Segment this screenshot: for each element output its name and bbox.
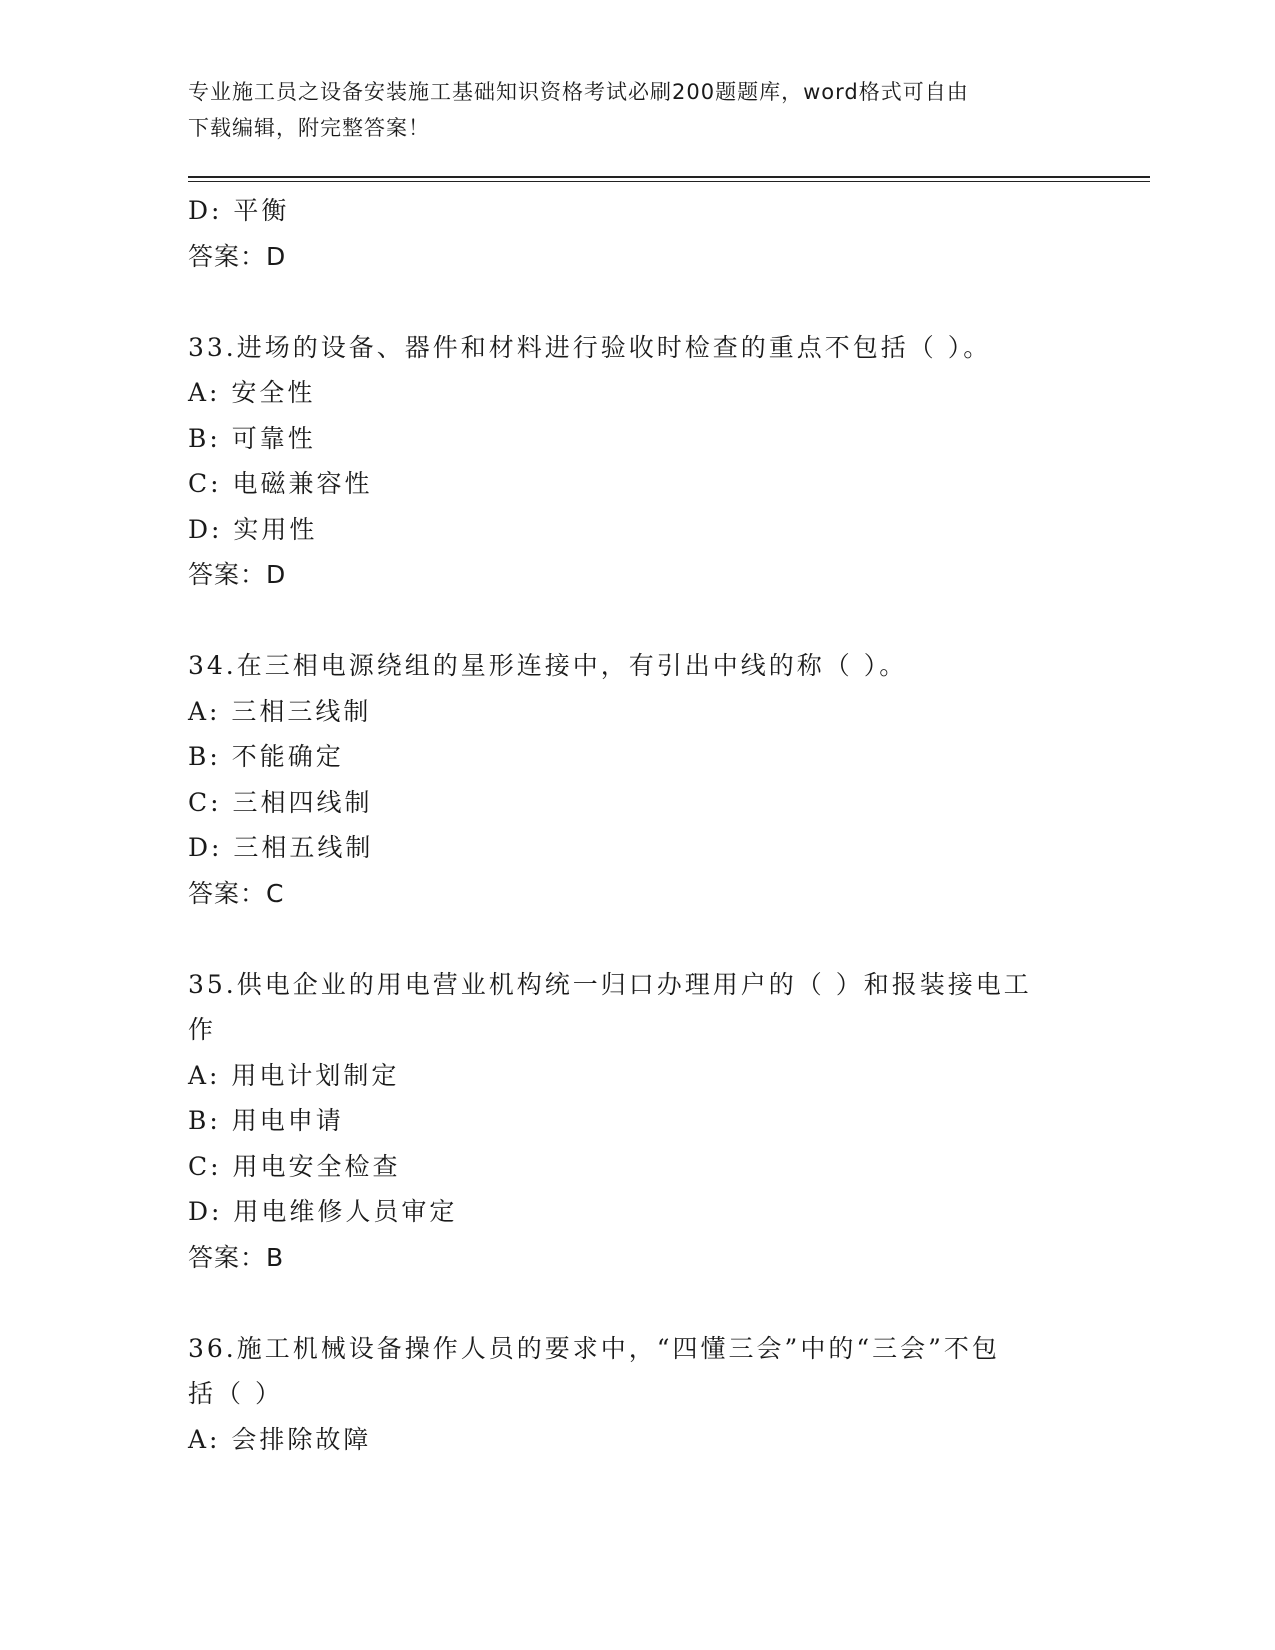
option-c: C: 三相四线制 [188, 787, 373, 817]
option-a: A: 会排除故障 [188, 1424, 372, 1454]
header-line-1: 专业施工员之设备安装施工基础知识资格考试必刷200题题库，word格式可自由 [188, 80, 969, 104]
option-d-prev: D: 平衡 [188, 196, 290, 225]
option-b: B: 不能确定 [188, 742, 344, 771]
question-stem-line-2: 括（ ） [188, 1379, 283, 1408]
answer: 答案：C [188, 878, 285, 908]
option-d: D: 三相五线制 [188, 833, 374, 862]
option-d: D: 用电维修人员审定 [188, 1197, 458, 1226]
spacer [188, 279, 1088, 325]
option-d: D: 实用性 [188, 514, 318, 544]
question-36 [188, 1326, 1088, 1463]
question-stem: 33.进场的设备、器件和材料进行验收时检查的重点不包括（ ）。 [188, 332, 992, 362]
header-line-2: 下载编辑，附完整答案！ [188, 116, 430, 140]
option-c: C: 电磁兼容性 [188, 469, 373, 498]
header-divider-thin [188, 181, 1150, 182]
option-b: B: 可靠性 [188, 423, 316, 453]
question-stem: 34.在三相电源绕组的星形连接中，有引出中线的称（ ）。 [188, 651, 908, 680]
option-a: A: 用电计划制定 [188, 1060, 400, 1090]
option-a: A: 三相三线制 [188, 696, 372, 726]
spacer [188, 598, 1088, 644]
answer: 答案：D [188, 560, 287, 589]
question-33 [188, 325, 1088, 598]
option-a: A: 安全性 [188, 378, 316, 407]
question-34 [188, 643, 1088, 916]
question-list [188, 188, 1088, 1462]
spacer [188, 916, 1088, 962]
option-b: B: 用电申请 [188, 1106, 344, 1135]
header-divider-thick [188, 176, 1150, 178]
document-header [188, 74, 1088, 146]
question-stem-line-1: 35.供电企业的用电营业机构统一归口办理用户的（ ）和报装接电工 [188, 969, 1032, 999]
question-stem-line-1: 36.施工机械设备操作人员的要求中，“四懂三会”中的“三会”不包 [188, 1333, 1000, 1363]
spacer [188, 1280, 1088, 1326]
answer: 答案：B [188, 1242, 285, 1272]
question-stem-line-2: 作 [188, 1015, 217, 1044]
answer-prev: 答案：D [188, 241, 287, 271]
option-c: C: 用电安全检查 [188, 1151, 401, 1181]
question-35 [188, 962, 1088, 1281]
